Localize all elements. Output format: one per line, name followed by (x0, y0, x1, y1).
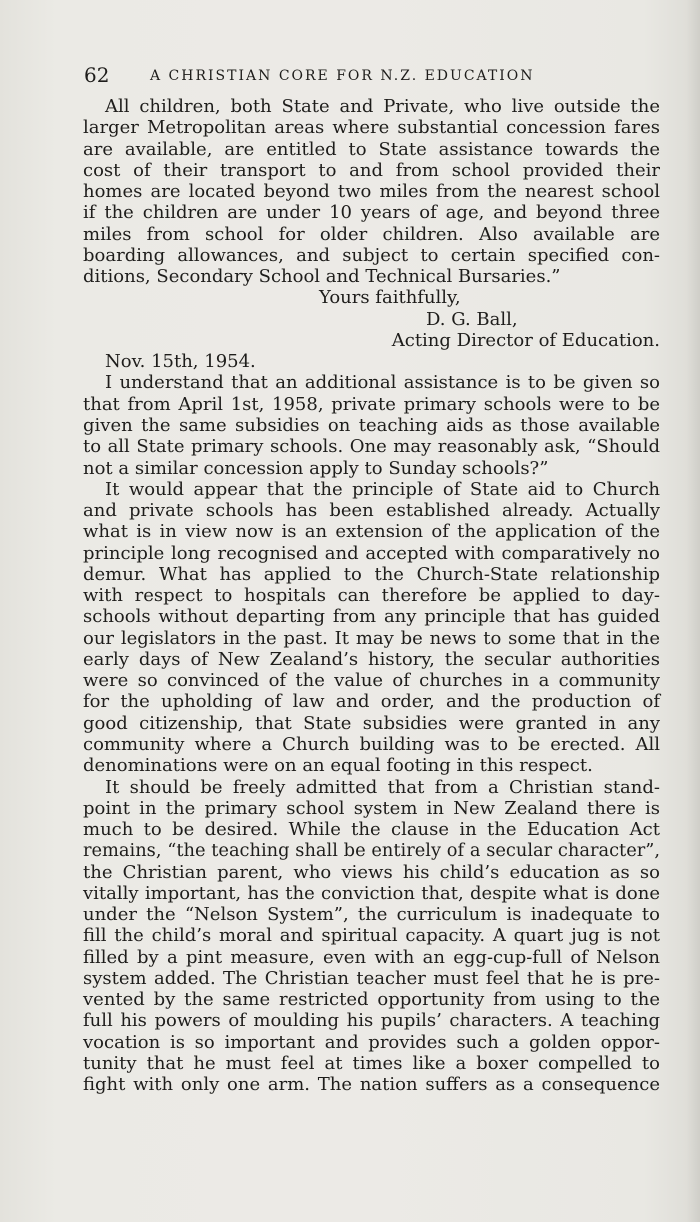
text-line: ditions, Secondary School and Technical Bursaries.” (83, 266, 561, 288)
text-line: demur. What has applied to the Church-State relationship (83, 563, 660, 585)
text-line: fight with only one arm. The nation suffers as a consequence (83, 1074, 660, 1096)
text-line: our legislators in the past. It may be news to some that in the (83, 627, 660, 649)
text-line: system added. The Christian teacher must feel that he is pre- (83, 967, 660, 989)
text-line: It would appear that the principle of State aid to Church (105, 478, 660, 500)
text-line: the Christian parent, who views his child’s education as so (83, 861, 660, 883)
text-line: that from April 1st, 1958, private primary schools were to be (83, 393, 660, 415)
text-line: full his powers of moulding his pupils’ characters. A teaching (83, 1010, 660, 1032)
text-line: larger Metropolitan areas where substantial concession fares (83, 117, 660, 139)
text-line: cost of their transport to and from school provided their (83, 159, 660, 181)
text-line: much to be desired. While the clause in the Education Act (83, 819, 660, 841)
body-text (83, 96, 660, 1095)
text-line: vitally important, has the conviction that, despite what is done (83, 882, 660, 904)
text-line: boarding allowances, and subject to certain specified con- (83, 244, 660, 266)
text-line: homes are located beyond two miles from the nearest school (83, 181, 660, 203)
text-line: good citizenship, that State subsidies were granted in any (83, 712, 660, 734)
text-line: remains, “the teaching shall be entirely of a secular character”, (83, 840, 660, 862)
text-line: denominations were on an equal footing in this respect. (83, 755, 593, 777)
text-line: point in the primary school system in New Zealand there is (83, 797, 660, 819)
text-line: tunity that he must feel at times like a boxer compelled to (83, 1052, 660, 1074)
page-header (82, 60, 657, 90)
page-number: 62 (84, 63, 110, 87)
text-line: for the upholding of law and order, and the production of (83, 691, 660, 713)
page-edge-shadow (686, 0, 700, 1222)
text-line: what is in view now is an extension of the application of the (83, 521, 660, 543)
text-line: are available, are entitled to State assistance towards the (83, 138, 660, 160)
signature-closing: Yours faithfully, (319, 287, 461, 309)
text-line: to all State primary schools. One may reasonably ask, “Should (83, 436, 660, 458)
text-line: I understand that an additional assistance is to be given so (105, 372, 660, 394)
signature-name: D. G. Ball, (426, 308, 518, 330)
text-line: if the children are under 10 years of age, and beyond three (83, 202, 660, 224)
text-line: with respect to hospitals can therefore be applied to day- (83, 585, 660, 607)
text-line: principle long recognised and accepted with comparatively no (83, 542, 660, 564)
text-line: vocation is so important and provides such a golden oppor- (83, 1031, 660, 1053)
text-line: schools without departing from any principle that has guided (83, 606, 660, 628)
text-line: fill the child’s moral and spiritual capacity. A quart jug is not (83, 925, 660, 947)
letter-date: Nov. 15th, 1954. (105, 351, 256, 373)
text-line: were so convinced of the value of churches in a community (83, 670, 660, 692)
text-line: miles from school for older children. Also available are (83, 223, 660, 245)
text-line: early days of New Zealand’s history, the secular authorities (83, 648, 660, 670)
text-line: community where a Church building was to be erected. All (83, 733, 660, 755)
running-head: A CHRISTIAN CORE FOR N.Z. EDUCATION (150, 68, 535, 84)
text-line: and private schools has been established already. Actually (83, 500, 660, 522)
text-line: vented by the same restricted opportunity from using to the (83, 989, 660, 1011)
text-line: filled by a pint measure, even with an egg-cup-full of Nelson (83, 946, 660, 968)
text-line: given the same subsidies on teaching aids as those available (83, 414, 660, 436)
text-line: It should be freely admitted that from a Christian stand- (105, 776, 660, 798)
text-line: not a similar concession apply to Sunday schools?” (83, 457, 549, 479)
signature-title: Acting Director of Education. (391, 329, 660, 351)
text-line: under the “Nelson System”, the curriculum is inadequate to (83, 904, 660, 926)
text-line: All children, both State and Private, who live outside the (105, 96, 660, 117)
